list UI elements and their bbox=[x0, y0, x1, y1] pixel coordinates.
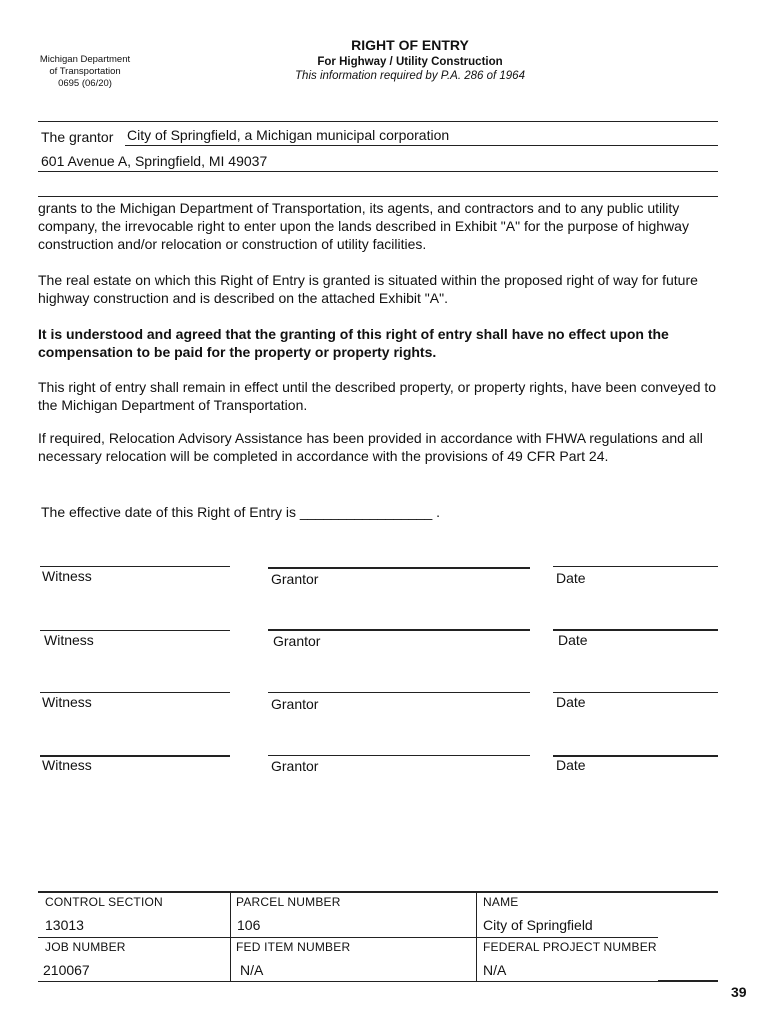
parcel-number-label: PARCEL NUMBER bbox=[236, 895, 341, 909]
table-col-divider-1 bbox=[230, 891, 231, 981]
grantor-line[interactable] bbox=[268, 567, 530, 569]
date-line[interactable] bbox=[553, 629, 718, 631]
table-bottom-rule bbox=[38, 981, 658, 982]
witness-label: Witness bbox=[42, 568, 92, 584]
witness-line[interactable] bbox=[40, 692, 230, 693]
date-label: Date bbox=[556, 757, 586, 773]
date-line[interactable] bbox=[553, 566, 718, 567]
address-line-2 bbox=[38, 196, 718, 197]
grantor-name[interactable]: City of Springfield, a Michigan municipal corporation bbox=[127, 127, 450, 143]
name-label: NAME bbox=[483, 895, 519, 909]
address-line bbox=[38, 171, 718, 172]
table-col-divider-2 bbox=[476, 891, 477, 981]
witness-line[interactable] bbox=[40, 630, 230, 631]
paragraph-grant: grants to the Michigan Department of Transportation, its agents, and contractors and to any public utility company, the irrevocable right to enter upon the lands described in Exhibit "A" for the purpose of highway construction and/or relocation or construction of utility facilities. bbox=[38, 200, 689, 252]
top-rule bbox=[38, 121, 718, 122]
grantor-line[interactable] bbox=[268, 755, 530, 756]
grantor-label: The grantor bbox=[41, 129, 114, 145]
grantor-line[interactable] bbox=[268, 692, 530, 693]
job-number-value[interactable]: 210067 bbox=[43, 962, 90, 978]
federal-project-number-label: FEDERAL PROJECT NUMBER bbox=[483, 940, 657, 954]
grantor-name-line bbox=[125, 145, 718, 146]
paragraph-real-estate: The real estate on which this Right of Entry is granted is situated within the proposed right of way for future highway construction and is described on the attached Exhibit "A". bbox=[38, 272, 698, 306]
witness-line[interactable] bbox=[40, 566, 230, 567]
grantor-label: Grantor bbox=[271, 758, 319, 774]
table-mid-rule bbox=[38, 937, 658, 938]
agency-line-2: of Transportation bbox=[49, 66, 121, 77]
effective-date[interactable]: The effective date of this Right of Entry is _________________ . bbox=[41, 504, 441, 520]
table-top-rule bbox=[38, 891, 718, 893]
fed-item-number-value[interactable]: N/A bbox=[240, 962, 264, 978]
control-section-value[interactable]: 13013 bbox=[45, 917, 84, 933]
statute-note: This information required by P.A. 286 of 1964 bbox=[295, 70, 525, 82]
paragraph-relocation: If required, Relocation Advisory Assistance has been provided in accordance with FHWA regulations and all necessary relocation will be completed in accordance with the provisions of 49 CFR Part 24. bbox=[38, 430, 703, 464]
form-title: RIGHT OF ENTRY bbox=[351, 37, 469, 53]
witness-label: Witness bbox=[42, 757, 92, 773]
fed-item-number-label: FED ITEM NUMBER bbox=[236, 940, 351, 954]
agency-line-1: Michigan Department bbox=[39, 54, 131, 65]
page-number: 39 bbox=[731, 984, 747, 1000]
title-block bbox=[250, 37, 570, 82]
date-label: Date bbox=[556, 570, 586, 586]
witness-label: Witness bbox=[42, 694, 92, 710]
form-subtitle: For Highway / Utility Construction bbox=[317, 56, 503, 68]
paragraph-duration: This right of entry shall remain in effect until the described property, or property rights, have been conveyed to the Michigan Department of Transportation. bbox=[38, 379, 717, 413]
form-id: 0695 (06/20) bbox=[58, 78, 112, 89]
parcel-number-value[interactable]: 106 bbox=[237, 917, 261, 933]
control-section-label: CONTROL SECTION bbox=[45, 895, 163, 909]
agency-block bbox=[30, 54, 140, 90]
date-label: Date bbox=[558, 632, 588, 648]
name-value[interactable]: City of Springfield bbox=[483, 917, 593, 933]
grantor-label: Grantor bbox=[271, 571, 319, 587]
grantor-label: Grantor bbox=[273, 633, 321, 649]
job-number-label: JOB NUMBER bbox=[45, 940, 126, 954]
date-line[interactable] bbox=[553, 692, 718, 693]
witness-label: Witness bbox=[44, 632, 94, 648]
grantor-label: Grantor bbox=[271, 696, 319, 712]
table-corner-rule bbox=[658, 980, 718, 982]
grantor-address[interactable]: 601 Avenue A, Springfield, MI 49037 bbox=[41, 153, 268, 169]
date-label: Date bbox=[556, 694, 586, 710]
grantor-line[interactable] bbox=[268, 629, 530, 631]
federal-project-number-value[interactable]: N/A bbox=[483, 962, 507, 978]
paragraph-compensation: It is understood and agreed that the granting of this right of entry shall have no effect upon the compensation to be paid for the property or property rights. bbox=[38, 326, 669, 360]
